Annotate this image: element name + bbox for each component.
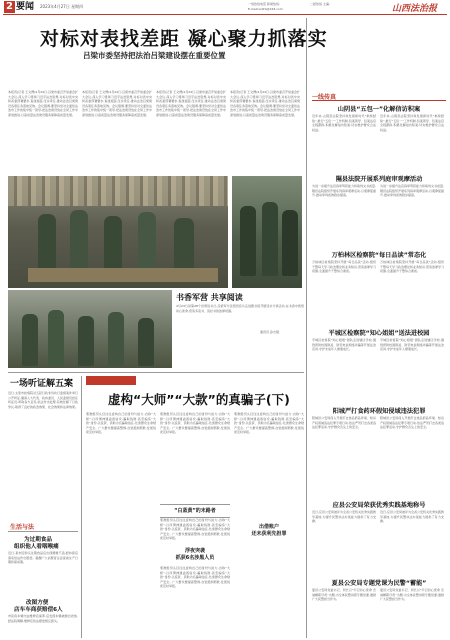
sidebar-item-body: 阳城县公安局深入开展打击食品药品环境、知识产权领域违法犯罪专项行动,依法严厉打击各类违法犯罪活动,守护群众舌尖上的安全。: [380, 416, 444, 430]
soldier-figure: [108, 312, 124, 366]
soldier-figure: [70, 210, 88, 274]
sidebar-item-body: 万柏林区检察院坚持开展“每日品读”活动,组织干警每天学习政治理论和业务知识,营造浓厚学习氛围,全面提升干警综合素质。: [380, 260, 444, 274]
sidebar-item-body: 为进一步提升法官庭审驾驭能力和裁判文书质量,隰县法院组织开展系列庭审观摩活动,以观摩促提升,推动审判质效稳步提高。: [312, 184, 376, 198]
sidebar-label-rule: [312, 100, 446, 101]
caption-title: 书香军营 共享阅读: [176, 293, 243, 302]
left-bottom-body: 近日,太原市检察院对五起行政非诉执行监督案件举行公开听证,邀请人大代表、政协委员、人民监督员担任听证员,听取各方意见,依法作出处理,有效化解了行政争议,取得了良好的政治效果、社会效果和法律效果。: [8, 391, 78, 409]
soldier-figure: [240, 206, 256, 276]
life-law-item1-title-2: 组织他人看咽喉痛: [14, 544, 59, 550]
lecture-photo: [8, 290, 172, 368]
sidebar-item-body: 近日,应县公安局被评为全省公安机关优秀实践教学基地,为提升民警执法办案能力提供了有力支撑。: [312, 510, 376, 524]
sidebar-divider: [306, 18, 307, 638]
sidebar-item-title: 阳城严打食药环假知侵域违法犯罪: [332, 408, 426, 415]
column-body-1: 邪教组织头目往往虚构自己的身份与能力,自称“大师”,以所谓神通蛊惑信众,骗取钱财,甚至编造“大款”身份,以投资、资助为名骗取信任,危害群众生命财产安全。广大群众要提高警惕,自觉抵制邪教,发现线索及时举报。: [86, 412, 156, 435]
soldier-figure: [48, 310, 64, 366]
column-title: 虚构“大师”“大款”的真骗子(下): [108, 392, 290, 407]
column-label-text: 反邪教警示宣传栏: [89, 387, 134, 393]
soldiers-reading-photo: [8, 176, 228, 288]
life-law-label: 生活与法: [10, 524, 35, 531]
lead-body-col4: 本报讯(记者 王文博)4月24日,吕梁市委召开常委会扩大会议,深入学习贯彻习近平法治思想,对标对表中央和省委部署要求,查找差距,压实责任,推动法治吕梁建设各项任务落地见效。会议强调,要坚持党对全面依法治市工作的集中统一领导,把法治建设放在全局工作中谋划推进,以高质量法治建设服务保障高质量发展。: [230, 90, 300, 117]
column-body-2: 邪教组织头目往往虚构自己的身份与能力,自称“大师”,以所谓神通蛊惑信众,骗取钱财,甚至编造“大款”身份,以投资、资助为名骗取信任,危害群众生命财产安全。广大群众要提高警惕,自觉抵制邪教,发现线索及时举报。: [160, 412, 230, 435]
column-box3-sub: 还未获利先担罪: [251, 531, 287, 537]
sidebar-item-body: 近日,应县公安局被评为全省公安机关优秀实践教学基地,为提升民警执法办案能力提供了有力支撑。: [380, 510, 444, 524]
life-law-item2-body: 市民将车辆交由维修店保养,后发现车辆被擅自改装,经法院调解,维修店依法赔偿相应损失。: [8, 614, 78, 623]
lead-body-col1: 本报讯(记者 王文博)4月24日,吕梁市委召开常委会扩大会议,深入学习贯彻习近平法治思想,对标对表中央和省委部署要求,查找差距,压实责任,推动法治吕梁建设各项任务落地见效。会议强调,要坚持党对全面依法治市工作的集中统一领导,把法治建设放在全局工作中谋划推进,以高质量法治建设服务保障高质量发展。: [8, 90, 78, 117]
caption-body: 4月23日是第28个世界读书日,吕梁军分区组织官兵走进图书馆开展读书分享活动,在书香中感悟初心使命,营造多读书、读好书的浓厚氛围。: [176, 304, 304, 313]
sidebar-item-body: 平城区检察院“知心姐姐”团队走进辖区学校,围绕预防校园欺凌、防范电信网络诈骗等开展法治宣讲,守护未成年人健康成长。: [380, 338, 444, 352]
soldier-figure: [282, 210, 298, 276]
life-law-item2-title: 改图方便: [26, 600, 49, 606]
column-box2-sub: 抓获6名涉黑人员: [175, 555, 215, 561]
sidebar-item-body: 近年来,山阴县法院坚持和发展新时代“枫桥经验”,推行“五包一”工作机制,包案领导、包案法官全程跟踪,积极化解信访积案,切实维护群众合法权益。: [312, 114, 376, 132]
email: E-mail:sxllrb@163.com: [248, 7, 283, 11]
brand-logo: 山西法治报: [392, 4, 438, 14]
soldier-figure: [138, 212, 156, 274]
caption-credit: 通讯员 孙志强: [260, 330, 279, 334]
life-law-item1-title: 为过期食品: [24, 537, 52, 543]
bookshelf: [8, 176, 228, 206]
masthead: [0, 0, 450, 14]
sidebar-item-body: 为进一步提升法官庭审驾驭能力和裁判文书质量,隰县法院组织开展系列庭审观摩活动,以观摩促提升,推动审判质效稳步提高。: [380, 184, 444, 198]
life-law-item2-title-2: 店车车商获赔偿6人: [14, 607, 63, 613]
soldier-figure: [262, 202, 278, 276]
sidebar-item-body: 平城区检察院“知心姐姐”团队走进辖区学校,围绕预防校园欺凌、防范电信网络诈骗等开展法治宣讲,守护未成年人健康成长。: [312, 338, 376, 352]
divider: [8, 372, 304, 373]
column-body-5: 邪教组织头目往往虚构自己的身份与能力,自称“大师”,以所谓神通蛊惑信众,骗取钱财,甚至编造“大款”身份,以投资、资助为名骗取信任,危害群众生命财产安全。广大群众要提高警惕,自觉抵制邪教,发现线索及时举报。: [160, 566, 230, 589]
sidebar-item-title: 山阴县“五包一”化解信访积案: [337, 106, 421, 113]
lead-body-col3: 本报讯(记者 王文博)4月24日,吕梁市委召开常委会扩大会议,深入学习贯彻习近平法治思想,对标对表中央和省委部署要求,查找差距,压实责任,推动法治吕梁建设各项任务落地见效。会议强调,要坚持党对全面依法治市工作的集中统一领导,把法治建设放在全局工作中谋划推进,以高质量法治建设服务保障高质量发展。: [156, 90, 226, 117]
section-name: 要闻: [16, 2, 35, 12]
sidebar-item-body: 万柏林区检察院坚持开展“每日品读”活动,组织干警每天学习政治理论和业务知识,营造浓厚学习氛围,全面提升干警综合素质。: [312, 260, 376, 274]
column-box1: [160, 504, 230, 518]
column-box1-label: “白蓝黄”的末路者: [174, 508, 216, 514]
sidebar-item-title: 应县公安局荣获优秀实践基地称号: [332, 502, 426, 509]
soldier-figure: [104, 216, 122, 274]
column-body-3: 邪教组织头目往往虚构自己的身份与能力,自称“大师”,以所谓神通蛊惑信众,骗取钱财,甚至编造“大款”身份,以投资、资助为名骗取信任,危害群众生命财产安全。广大群众要提高警惕,自觉抵制邪教,发现线索及时举报。: [234, 412, 304, 435]
reading-table: [28, 268, 218, 282]
left-bottom-title: 一场听证解五案: [10, 379, 74, 389]
soldier-figure: [138, 318, 154, 366]
soldier-figure: [38, 214, 56, 274]
life-law-item1-body: 近日,某市民购买过期食品后出现咽喉不适,经协商后商家依法作出赔偿。提醒广大消费者注意查看生产日期和保质期。: [8, 551, 78, 565]
hotline-2: 二版热线 主编:: [310, 2, 330, 6]
column-label: [86, 376, 136, 393]
sidebar-item-title: 夏县公安局专题党课为民警“蓄能”: [331, 580, 427, 587]
sidebar-item-title: 隰县法院开展系列庭审观摩活动: [335, 176, 423, 183]
column-box3-label: 出借账户: [258, 524, 279, 530]
masthead-rule: [3, 14, 447, 15]
lead-subtitle: 吕梁市委坚持把法治吕梁建设摆在重要位置: [83, 51, 226, 60]
sidebar-item-body: 夏县公安局党委书记、局长以“牢记初心使命 忠诚履职尽责”为题,为全体民警讲授专题党课,激励广大民警担当作为。: [380, 588, 444, 602]
sidebar-item-body: 夏县公安局党委书记、局长以“牢记初心使命 忠诚履职尽责”为题,为全体民警讲授专题党课,激励广大民警担当作为。: [312, 588, 376, 602]
soldier-figure: [22, 314, 38, 366]
column-body-4: 邪教组织头目往往虚构自己的身份与能力,自称“大师”,以所谓神通蛊惑信众,骗取钱财,甚至编造“大款”身份,以投资、资助为名骗取信任,危害群众生命财产安全。广大群众要提高警惕,自觉抵制邪教,发现线索及时举报。: [160, 518, 230, 541]
column-box3: [234, 524, 304, 540]
column-divider: [81, 376, 82, 638]
soldiers-group-photo: [232, 176, 302, 288]
sidebar-item-title: 万柏林区检察院“每日品读”常态化: [331, 252, 427, 259]
sidebar-item-body: 近年来,山阴县法院坚持和发展新时代“枫桥经验”,推行“五包一”工作机制,包案领导、包案法官全程跟踪,积极化解信访积案,切实维护群众合法权益。: [380, 114, 444, 132]
sidebar-label: 一线传真: [312, 94, 337, 101]
hotline-1: 一线热线电话 新闻热线:: [248, 2, 280, 6]
soldier-figure: [174, 218, 194, 274]
column-box2-label: 浮夜突袭: [184, 548, 205, 554]
life-law-rule: [8, 531, 78, 532]
soldier-figure: [78, 316, 94, 366]
lead-title: 对标对表找差距 凝心聚力抓落实: [40, 28, 328, 50]
date-line: 2023年4月27日 星期四: [40, 4, 84, 9]
sidebar-item-title: 平城区检察院“知心姐姐”送法进校园: [328, 330, 430, 337]
lead-body-col2: 本报讯(记者 王文博)4月24日,吕梁市委召开常委会扩大会议,深入学习贯彻习近平法治思想,对标对表中央和省委部署要求,查找差距,压实责任,推动法治吕梁建设各项任务落地见效。会议强调,要坚持党对全面依法治市工作的集中统一领导,把法治建设放在全局工作中谋划推进,以高质量法治建设服务保障高质量发展。: [82, 90, 152, 117]
page-number: 2: [4, 1, 15, 13]
sidebar-item-body: 阳城县公安局深入开展打击食品药品环境、知识产权领域违法犯罪专项行动,依法严厉打击各类违法犯罪活动,守护群众舌尖上的安全。: [312, 416, 376, 430]
column-box2: [160, 548, 230, 564]
